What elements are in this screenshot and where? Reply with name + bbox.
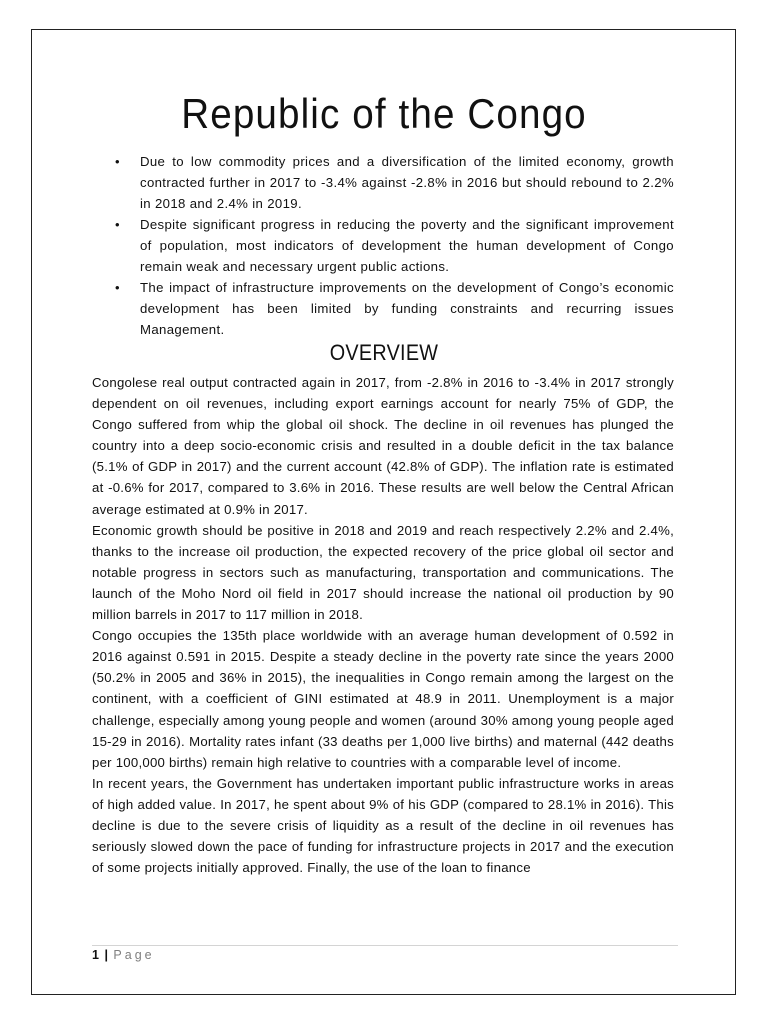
page-number: 1 (92, 948, 99, 962)
body-text (92, 372, 674, 878)
bullet-text: Due to low commodity prices and a diversification of the limited economy, growth contracted further in 2017 to -3.4% against -2.8% in 2016 but should rebound to 2.2% in 2018 and 2.4% in 2019. (140, 154, 674, 211)
paragraph: In recent years, the Government has undertaken important public infrastructure works in areas of high added value. In 2017, he spent about 9% of his GDP (compared to 28.1% in 2016). This decline is due to the severe crisis of liquidity as a result of the decline in oil revenues has seriously slowed down the pace of funding for infrastructure projects in 2017 and the execution of some projects initially approved. Finally, the use of the loan to finance (92, 775, 674, 876)
bullet-text: Despite significant progress in reducing the poverty and the significant improvement of population, most indicators of development the human development of Congo remain weak and necessary urgent public actions. (140, 217, 674, 274)
footer-separator: | (104, 948, 108, 962)
bullet-icon: • (115, 217, 120, 232)
page-title: Republic of the Congo (181, 90, 587, 137)
page-label: Page (113, 948, 155, 962)
bullet-item (92, 151, 674, 214)
bullet-item (92, 214, 674, 277)
section-heading: OVERVIEW (329, 340, 439, 365)
bullet-icon: • (115, 280, 120, 295)
paragraph: Congolese real output contracted again in 2017, from -2.8% in 2016 to -3.4% in 2017 strongly dependent on oil revenues, including export earnings account for nearly 75% of GDP, the Congo suffered from whip the global oil shock. The decline in oil revenues has plunged the country into a deep socio-economic crisis and resulted in a double deficit in the tax balance (5.1% of GDP in 2017) and the current account (42.8% of GDP). The inflation rate is estimated at -0.6% for 2017, compared to 3.6% in 2016. These results are well below the Central African average estimated at 0.9% in 2017. (92, 375, 674, 517)
page-footer (92, 948, 155, 962)
footer-divider (92, 945, 678, 946)
bullet-text: The impact of infrastructure improvements on the development of Congo’s economic development has been limited by funding constraints and recurring issues Management. (140, 280, 674, 337)
bullet-list (92, 151, 674, 340)
paragraph: Economic growth should be positive in 2018 and 2019 and reach respectively 2.2% and 2.4%, thanks to the increase oil production, the expected recovery of the price global oil sector and notable progress in sectors such as manufacturing, transportation and communications. The launch of the Moho Nord oil field in 2017 should increase the national oil production by 90 million barrels in 2017 to 117 million in 2018. (92, 522, 674, 623)
bullet-icon: • (115, 154, 120, 169)
paragraph: Congo occupies the 135th place worldwide with an average human development of 0.592 in 2016 against 0.591 in 2015. Despite a steady decline in the poverty rate since the years 2000 (50.2% in 2005 and 36% in 2015), the inequalities in Congo remain among the largest on the continent, with a coefficient of GINI estimated at 48.9 in 2011. Unemployment is a major challenge, especially among young people and women (around 30% among young people aged 15-29 in 2016). Mortality rates infant (33 deaths per 1,000 live births) and maternal (442 deaths per 100,000 births) remain high relative to countries with a comparable level of income. (92, 628, 674, 770)
bullet-item (92, 277, 674, 340)
